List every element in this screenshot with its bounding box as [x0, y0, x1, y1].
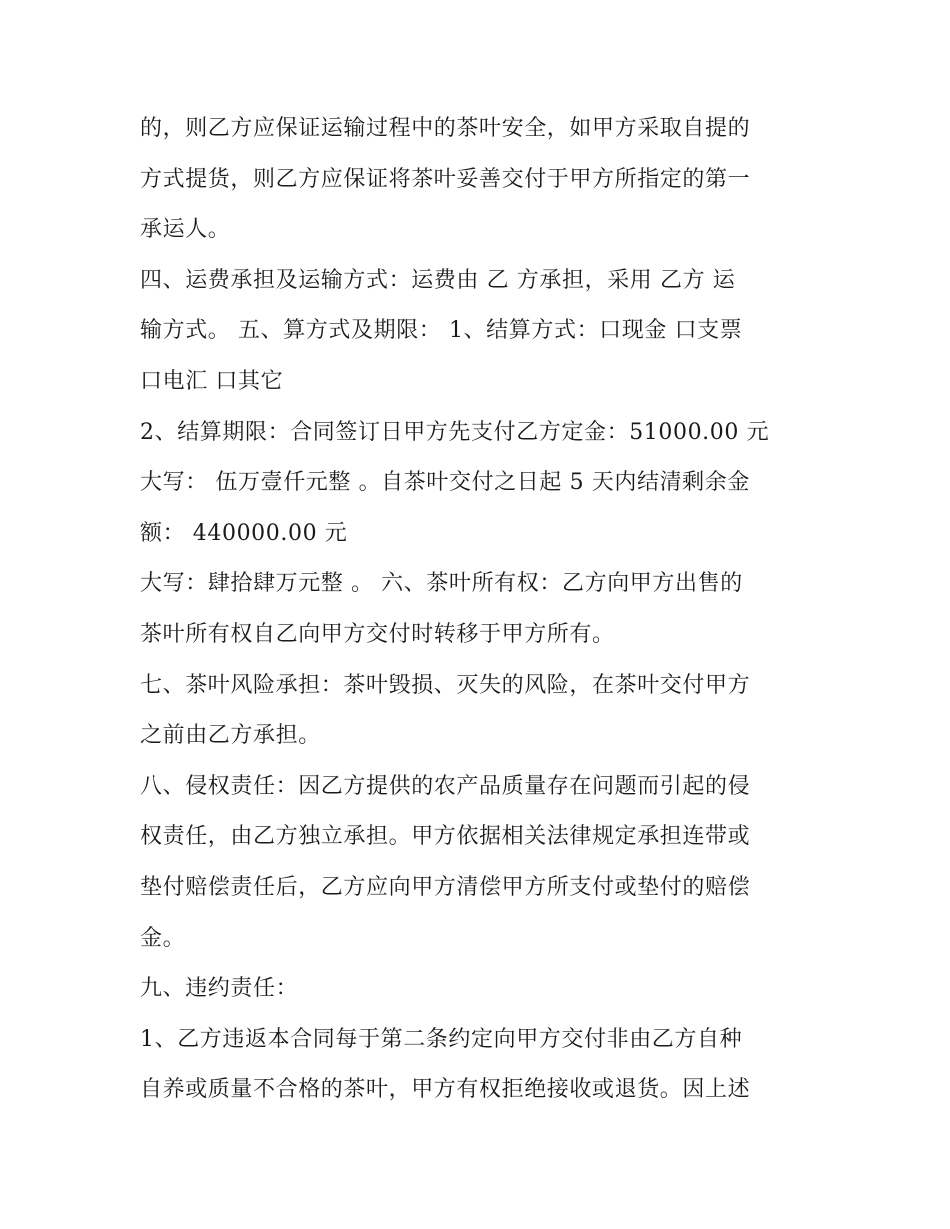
text-line: 的，则乙方应保证运输过程中的茶叶安全，如甲方采取自提的 [140, 116, 751, 141]
text-line: 九、违约责任： [140, 976, 299, 1002]
text-line: 茶叶所有权自乙向甲方交付时转移于甲方所有。 [140, 621, 615, 647]
text-line: 大写：肆拾肆万元整 。 六、茶叶所有权：乙方向甲方出售的 [140, 571, 743, 597]
text-line: 承运人。 [140, 217, 231, 243]
text-line: 垫付赔偿责任后，乙方应向甲方清偿甲方所支付或垫付的赔偿 [140, 874, 751, 900]
text-line: 2、结算期限：合同签订日甲方先支付乙方定金：51000.00 元 [140, 419, 770, 445]
text-line: 四、运费承担及运输方式：运费由 乙 方承担，采用 乙方 运 [140, 267, 736, 293]
text-line: 口电汇 口其它 [140, 368, 284, 394]
document-body [140, 104, 820, 1116]
text-line: 八、侵权责任：因乙方提供的农产品质量存在问题而引起的侵 [140, 773, 751, 799]
text-line: 之前由乙方承担。 [140, 723, 321, 749]
text-line: 七、茶叶风险承担：茶叶毁损、灭失的风险，在茶叶交付甲方 [140, 672, 751, 698]
text-line: 方式提货，则乙方应保证将茶叶妥善交付于甲方所指定的第一 [140, 166, 751, 192]
text-line: 大写： 伍万壹仟元整 。自茶叶交付之日起 5 天内结清剩余金 [140, 470, 750, 496]
text-line: 1、乙方违返本合同每于第二条约定向甲方交付非由乙方自种 [140, 1026, 743, 1052]
text-line: 自养或质量不合格的茶叶，甲方有权拒绝接收或退货。因上述 [140, 1077, 751, 1103]
text-line: 权责任，由乙方独立承担。甲方依据相关法律规定承担连带或 [140, 824, 751, 850]
text-line: 输方式。 五、算方式及期限： 1、结算方式：口现金 口支票 [140, 318, 743, 344]
text-line: 额： 440000.00 元 [140, 520, 348, 546]
text-line: 金。 [140, 925, 186, 951]
